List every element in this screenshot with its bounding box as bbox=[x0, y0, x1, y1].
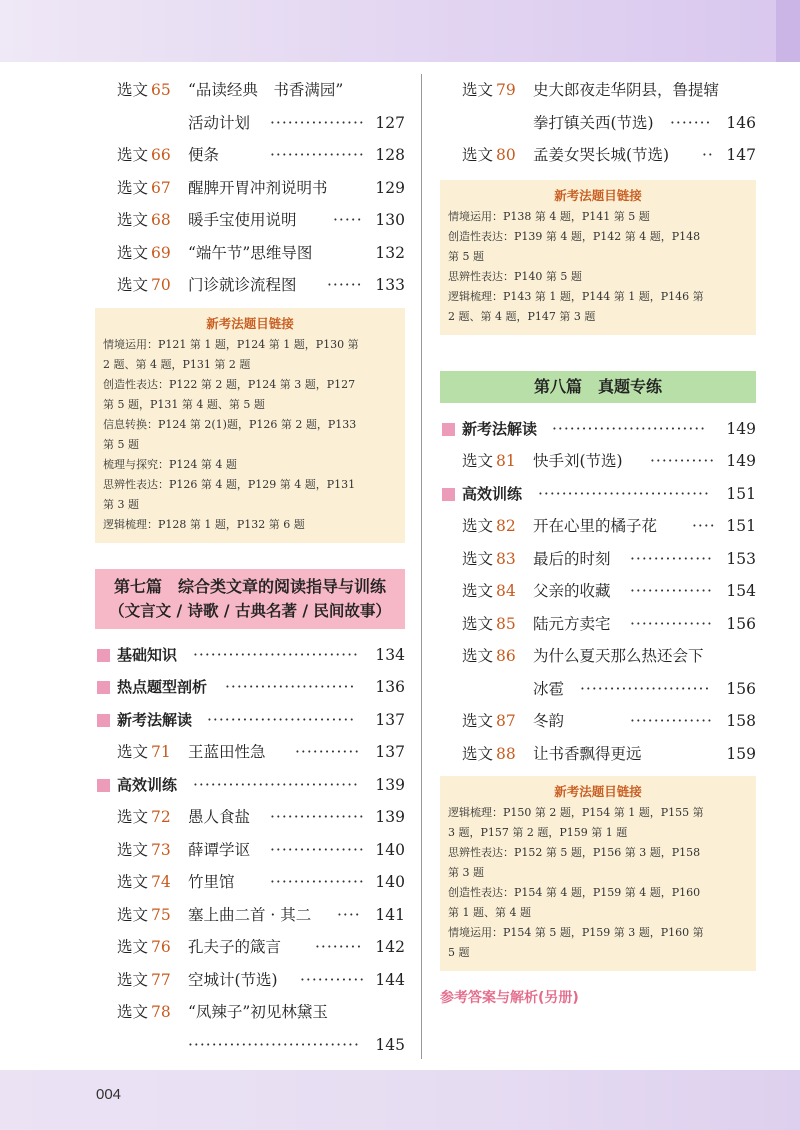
link-box-line: 思辨性表达：P126 第 4 题，P129 第 4 题，P131 bbox=[103, 477, 356, 491]
toc-entry[interactable] bbox=[95, 899, 405, 932]
selection-label bbox=[117, 834, 171, 867]
selection-prefix: 选文 bbox=[117, 743, 149, 761]
page-ref: 151 bbox=[720, 478, 756, 511]
link-box-title: 新考法题目链接 bbox=[554, 187, 642, 203]
page-ref: 159 bbox=[720, 738, 756, 771]
selection-prefix: 选文 bbox=[462, 146, 494, 164]
entry-title: “凤辣子”初见林黛玉 bbox=[188, 1003, 328, 1021]
selection-label bbox=[117, 899, 171, 932]
page-ref: 136 bbox=[369, 671, 405, 704]
selection-prefix: 选文 bbox=[117, 938, 149, 956]
leader-dots: ······· bbox=[670, 113, 712, 132]
link-box-line: 第 3 题 bbox=[448, 866, 484, 879]
selection-number: 85 bbox=[496, 614, 516, 633]
selection-number: 78 bbox=[151, 1003, 171, 1021]
toc-entry[interactable] bbox=[440, 107, 756, 140]
selection-label bbox=[462, 575, 516, 608]
leader-dots: ······ bbox=[327, 276, 363, 294]
toc-entry[interactable] bbox=[95, 801, 405, 834]
toc-entry[interactable] bbox=[95, 866, 405, 899]
link-box-line: 逻辑梳理：P128 第 1 题，P132 第 6 题 bbox=[103, 517, 305, 531]
selection-number: 80 bbox=[496, 146, 516, 164]
entry-title: 愚人食盐 bbox=[188, 808, 251, 826]
page-ref: 147 bbox=[720, 139, 756, 172]
selection-label bbox=[117, 801, 171, 834]
section-heading[interactable] bbox=[95, 704, 405, 737]
entry-title: “端午节”思维导图 bbox=[188, 243, 313, 262]
selection-prefix: 选文 bbox=[117, 970, 149, 989]
selection-number: 69 bbox=[151, 243, 171, 262]
selection-prefix: 选文 bbox=[462, 647, 494, 665]
pink-square-icon bbox=[442, 488, 455, 501]
selection-prefix: 选文 bbox=[117, 146, 149, 164]
leader-dots: ········ bbox=[315, 938, 363, 956]
selection-prefix: 选文 bbox=[117, 808, 149, 826]
leader-dots: ····· bbox=[333, 211, 363, 229]
link-box-line: 3 题，P157 第 2 题，P159 第 1 题 bbox=[448, 826, 628, 839]
entry-title: 最后的时刻 bbox=[533, 549, 611, 568]
leader-dots: ··········· bbox=[295, 743, 361, 761]
page-ref: 137 bbox=[369, 736, 405, 769]
selection-label bbox=[462, 139, 516, 172]
selection-number: 70 bbox=[151, 276, 171, 294]
selection-label bbox=[462, 445, 516, 478]
selection-number: 75 bbox=[151, 905, 171, 924]
selection-label bbox=[117, 204, 171, 237]
section-heading[interactable] bbox=[95, 639, 405, 672]
selection-prefix: 选文 bbox=[117, 873, 149, 891]
page-ref: 137 bbox=[369, 704, 405, 737]
toc-entry[interactable] bbox=[440, 575, 756, 608]
selection-number: 77 bbox=[151, 970, 171, 989]
selection-number: 68 bbox=[151, 211, 171, 229]
toc-entry[interactable] bbox=[95, 139, 405, 172]
question-link-box bbox=[440, 180, 756, 335]
selection-label bbox=[117, 237, 171, 270]
selection-number: 83 bbox=[496, 549, 516, 568]
leader-dots: ·············· bbox=[630, 614, 713, 633]
selection-number: 67 bbox=[151, 178, 171, 197]
selection-prefix: 选文 bbox=[117, 840, 149, 859]
entry-title: 开在心里的橘子花 bbox=[533, 517, 658, 535]
selection-number: 88 bbox=[496, 744, 516, 763]
question-link-box bbox=[95, 308, 405, 543]
toc-entry[interactable] bbox=[95, 107, 405, 140]
page-ref: 133 bbox=[369, 269, 405, 302]
section-heading[interactable] bbox=[440, 478, 756, 511]
section-label: 高效训练 bbox=[117, 775, 178, 794]
page-ref: 149 bbox=[720, 445, 756, 478]
selection-number: 82 bbox=[496, 517, 516, 535]
toc-entry[interactable] bbox=[95, 269, 405, 302]
link-box-line: 第 3 题 bbox=[103, 497, 139, 511]
leader-dots: ·············· bbox=[630, 712, 713, 730]
page-ref: 156 bbox=[720, 608, 756, 641]
page-ref: 130 bbox=[369, 204, 405, 237]
link-box-line: 2 题、第 4 题，P147 第 3 题 bbox=[448, 309, 596, 323]
entry-title: 冬韵 bbox=[533, 712, 565, 730]
leader-dots: ···························· bbox=[193, 775, 359, 794]
pink-square-icon bbox=[97, 779, 110, 792]
page-ref: 158 bbox=[720, 705, 756, 738]
selection-label bbox=[117, 269, 171, 302]
selection-label bbox=[462, 705, 516, 738]
section-heading[interactable] bbox=[95, 769, 405, 802]
page-ref: 129 bbox=[369, 172, 405, 205]
selection-prefix: 选文 bbox=[462, 452, 494, 470]
link-box-title: 新考法题目链接 bbox=[554, 784, 642, 799]
selection-prefix: 选文 bbox=[462, 582, 494, 600]
page-ref: 132 bbox=[369, 237, 405, 270]
entry-title: 空城计(节选) bbox=[188, 970, 278, 989]
selection-label bbox=[462, 640, 516, 673]
toc-entry[interactable] bbox=[440, 705, 756, 738]
right-column bbox=[440, 74, 756, 1007]
selection-label bbox=[117, 736, 171, 769]
toc-entry[interactable] bbox=[440, 673, 756, 706]
selection-label bbox=[117, 996, 171, 1029]
leader-dots: ···· bbox=[337, 905, 361, 924]
leader-dots: ···························· bbox=[193, 645, 359, 664]
answers-reference-note: 参考答案与解析(另册) bbox=[440, 990, 579, 1006]
link-box-line: 情境运用：P138 第 4 题，P141 第 5 题 bbox=[448, 209, 650, 223]
leader-dots: ·························· bbox=[552, 419, 707, 438]
entry-title: 史大郎夜走华阴县，鲁提辖 bbox=[533, 81, 720, 99]
entry-title: 塞上曲二首 · 其二 bbox=[188, 905, 312, 924]
link-box-line: 第 5 题，P131 第 4 题、第 5 题 bbox=[103, 397, 265, 411]
leader-dots: ················ bbox=[270, 840, 365, 859]
leader-dots: ·············· bbox=[630, 549, 713, 568]
section-label: 新考法解读 bbox=[462, 419, 538, 438]
selection-number: 87 bbox=[496, 712, 516, 730]
link-box-line: 情境运用：P154 第 5 题，P159 第 3 题，P160 第 bbox=[448, 926, 704, 939]
selection-prefix: 选文 bbox=[117, 211, 149, 229]
question-link-box bbox=[440, 776, 756, 971]
page-number: 004 bbox=[96, 1086, 122, 1103]
section-label: 新考法解读 bbox=[117, 710, 193, 729]
selection-number: 65 bbox=[151, 81, 171, 99]
page-ref: 139 bbox=[369, 801, 405, 834]
entry-title: “品读经典 书香满园” bbox=[188, 81, 344, 99]
entry-title: 便条 bbox=[188, 146, 220, 164]
selection-label bbox=[462, 74, 516, 107]
link-box-line: 梳理与探究：P124 第 4 题 bbox=[103, 457, 237, 471]
selection-prefix: 选文 bbox=[117, 243, 149, 262]
entry-title: 暖手宝使用说明 bbox=[188, 211, 297, 229]
page-ref: 141 bbox=[369, 899, 405, 932]
selection-number: 72 bbox=[151, 808, 171, 826]
selection-prefix: 选文 bbox=[462, 712, 494, 730]
pink-square-icon bbox=[97, 649, 110, 662]
selection-prefix: 选文 bbox=[117, 178, 149, 197]
link-box-line: 创造性表达：P154 第 4 题，P159 第 4 题，P160 bbox=[448, 886, 701, 899]
page-ref: 149 bbox=[720, 413, 756, 446]
section-label: 高效训练 bbox=[462, 484, 523, 503]
entry-title: 让书香飘得更远 bbox=[533, 744, 642, 763]
entry-title: 孟姜女哭长城(节选) bbox=[533, 146, 670, 164]
link-box-line: 思辨性表达：P140 第 5 题 bbox=[448, 269, 582, 283]
toc-entry[interactable] bbox=[440, 640, 756, 673]
link-box-line: 第 1 题、第 4 题 bbox=[448, 906, 531, 919]
page-ref: 140 bbox=[369, 866, 405, 899]
leader-dots: ················ bbox=[270, 873, 365, 891]
selection-prefix: 选文 bbox=[462, 744, 494, 763]
leader-dots: ·············· bbox=[630, 582, 713, 600]
toc-entry[interactable] bbox=[95, 996, 405, 1029]
entry-title: 为什么夏天那么热还会下 bbox=[533, 647, 704, 665]
leader-dots: ················ bbox=[270, 146, 365, 164]
leader-dots: ······················ bbox=[580, 679, 711, 698]
toc-entry[interactable] bbox=[95, 964, 405, 997]
link-box-line: 2 题、第 4 题，P131 第 2 题 bbox=[103, 357, 251, 371]
chapter-subtitle: （文言文 / 诗歌 / 古典名著 / 民间故事） bbox=[109, 600, 391, 620]
link-box-line: 思辨性表达：P152 第 5 题，P156 第 3 题，P158 bbox=[448, 846, 701, 859]
selection-label bbox=[117, 74, 171, 107]
link-box-line: 创造性表达：P139 第 4 题，P142 第 4 题，P148 bbox=[448, 229, 701, 243]
selection-prefix: 选文 bbox=[462, 614, 494, 633]
pink-square-icon bbox=[97, 714, 110, 727]
selection-prefix: 选文 bbox=[117, 1003, 149, 1021]
page-ref: 134 bbox=[369, 639, 405, 672]
page-ref: 146 bbox=[720, 107, 756, 140]
link-box-line: 5 题 bbox=[448, 946, 470, 959]
toc-entry[interactable] bbox=[95, 834, 405, 867]
entry-title-continued: 活动计划 bbox=[188, 113, 251, 132]
toc-entry[interactable] bbox=[440, 543, 756, 576]
leader-dots: ················ bbox=[270, 808, 365, 826]
selection-number: 79 bbox=[496, 81, 516, 99]
header-band bbox=[0, 0, 800, 62]
entry-title: 孔夫子的箴言 bbox=[188, 938, 282, 956]
toc-entry[interactable] bbox=[440, 445, 756, 478]
entry-title: 薛谭学讴 bbox=[188, 840, 251, 859]
leader-dots: ····························· bbox=[188, 1035, 360, 1054]
selection-prefix: 选文 bbox=[117, 905, 149, 924]
selection-prefix: 选文 bbox=[117, 276, 149, 294]
section-label: 热点题型剖析 bbox=[117, 678, 208, 696]
selection-label bbox=[117, 139, 171, 172]
selection-number: 74 bbox=[151, 873, 171, 891]
leader-dots: ···· bbox=[692, 517, 716, 535]
entry-title: 陆元方卖宅 bbox=[533, 614, 611, 633]
link-box-line: 第 5 题 bbox=[103, 437, 139, 451]
page-ref: 144 bbox=[369, 964, 405, 997]
selection-label bbox=[117, 964, 171, 997]
section-label: 基础知识 bbox=[117, 645, 178, 664]
page-ref: 127 bbox=[369, 107, 405, 140]
selection-prefix: 选文 bbox=[462, 549, 494, 568]
toc-entry[interactable] bbox=[440, 738, 756, 771]
leader-dots: ··········· bbox=[650, 452, 716, 470]
section-heading[interactable] bbox=[440, 413, 756, 446]
link-box-title: 新考法题目链接 bbox=[206, 315, 294, 331]
selection-prefix: 选文 bbox=[462, 81, 494, 99]
selection-label bbox=[117, 866, 171, 899]
link-box-line: 逻辑梳理：P143 第 1 题，P144 第 1 题，P146 第 bbox=[448, 289, 704, 303]
selection-number: 86 bbox=[496, 647, 516, 665]
leader-dots: ····························· bbox=[538, 484, 710, 503]
leader-dots: ·· bbox=[702, 146, 714, 164]
selection-number: 81 bbox=[496, 452, 516, 470]
toc-entry[interactable] bbox=[95, 237, 405, 270]
toc-entry[interactable] bbox=[95, 931, 405, 964]
page-ref: 153 bbox=[720, 543, 756, 576]
selection-label bbox=[117, 172, 171, 205]
page-ref: 156 bbox=[720, 673, 756, 706]
chapter-title: 第七篇 综合类文章的阅读指导与训练 bbox=[113, 576, 386, 596]
page-ref: 140 bbox=[369, 834, 405, 867]
selection-number: 71 bbox=[151, 743, 171, 761]
entry-title-continued: 拳打镇关西(节选) bbox=[533, 113, 654, 132]
toc-entry[interactable] bbox=[95, 172, 405, 205]
entry-title-continued: 冰雹 bbox=[533, 679, 565, 698]
selection-label bbox=[462, 510, 516, 543]
toc-entry[interactable] bbox=[95, 74, 405, 107]
link-box-line: 创造性表达：P122 第 2 题，P124 第 3 题，P127 bbox=[103, 377, 356, 391]
chapter-7-banner[interactable] bbox=[95, 569, 405, 629]
selection-label bbox=[117, 931, 171, 964]
chapter-8-banner[interactable]: 第八篇 真题专练 bbox=[440, 371, 756, 403]
column-divider bbox=[421, 74, 422, 1059]
link-box-line: 第 5 题 bbox=[448, 249, 484, 263]
link-box-line: 信息转换：P124 第 2(1)题，P126 第 2 题，P133 bbox=[103, 417, 357, 431]
page-ref: 142 bbox=[369, 931, 405, 964]
entry-title: 竹里馆 bbox=[188, 873, 235, 891]
selection-prefix: 选文 bbox=[117, 81, 149, 99]
page-ref: 151 bbox=[720, 510, 756, 543]
entry-title: 王蓝田性急 bbox=[188, 743, 266, 761]
toc-entry[interactable] bbox=[95, 204, 405, 237]
toc-entry[interactable] bbox=[440, 608, 756, 641]
page-ref: 154 bbox=[720, 575, 756, 608]
selection-label bbox=[462, 543, 516, 576]
leader-dots: ······················ bbox=[225, 678, 356, 696]
toc-entry[interactable] bbox=[95, 1029, 405, 1062]
toc-entry[interactable] bbox=[440, 74, 756, 107]
entry-title: 门诊就诊流程图 bbox=[188, 276, 297, 294]
entry-title: 醒脾开胃冲剂说明书 bbox=[188, 178, 328, 197]
page-ref: 139 bbox=[369, 769, 405, 802]
selection-number: 66 bbox=[151, 146, 171, 164]
selection-label bbox=[462, 608, 516, 641]
left-column bbox=[95, 74, 405, 1061]
toc-entry[interactable] bbox=[440, 510, 756, 543]
page-ref: 145 bbox=[369, 1029, 405, 1062]
entry-title: 父亲的收藏 bbox=[533, 582, 611, 600]
pink-square-icon bbox=[97, 681, 110, 694]
selection-prefix: 选文 bbox=[462, 517, 494, 535]
selection-number: 76 bbox=[151, 938, 171, 956]
entry-title: 快手刘(节选) bbox=[533, 452, 623, 470]
page-ref: 128 bbox=[369, 139, 405, 172]
link-box-line: 逻辑梳理：P150 第 2 题，P154 第 1 题，P155 第 bbox=[448, 806, 704, 819]
section-heading[interactable] bbox=[95, 671, 405, 704]
link-box-line: 情境运用：P121 第 1 题，P124 第 1 题，P130 第 bbox=[103, 337, 359, 351]
pink-square-icon bbox=[442, 423, 455, 436]
toc-entry[interactable] bbox=[440, 139, 756, 172]
leader-dots: ························· bbox=[207, 710, 356, 729]
selection-number: 73 bbox=[151, 840, 171, 859]
toc-entry[interactable] bbox=[95, 736, 405, 769]
leader-dots: ··········· bbox=[300, 970, 366, 989]
selection-label bbox=[462, 738, 516, 771]
selection-number: 84 bbox=[496, 582, 516, 600]
leader-dots: ················ bbox=[270, 113, 365, 132]
